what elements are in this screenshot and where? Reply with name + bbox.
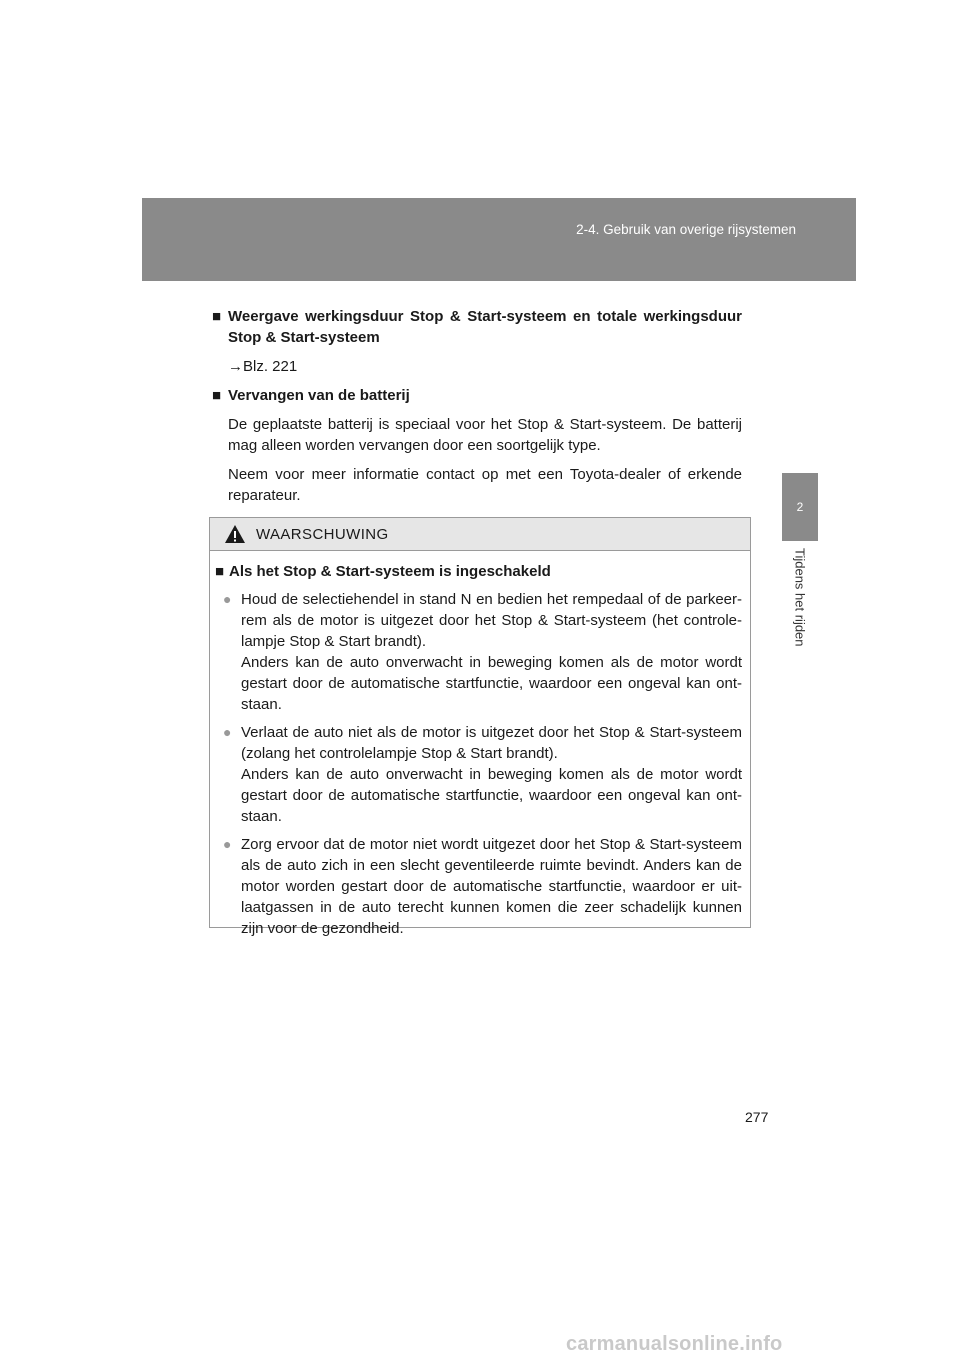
bullet-3-text: Zorg ervoor dat de motor niet wordt uitgezet door het Stop & Start-systeem als de auto zich in een slecht geventileerde ruimte bevindt. Anders kan de motor worden gestart door de automatische startfunctie, waardoor er uit-laatgassen in de auto terecht kunnen komen die zeer schadelijk kunnen zijn voor de gezondheid. — [241, 836, 742, 937]
warning-bullet-3 — [215, 834, 742, 939]
bullet-icon: ● — [223, 724, 232, 740]
main-content — [212, 306, 742, 506]
warning-bullet-1 — [215, 589, 742, 715]
chapter-number-tab[interactable]: 2 — [782, 473, 818, 541]
item2-heading-text: Vervangen van de batterij — [228, 387, 410, 404]
item2-paragraph-1: De geplaatste batterij is speciaal voor het Stop & Start-systeem. De batterij mag alleen worden vervangen door een soortgelijk type. — [228, 416, 742, 454]
warning-box — [209, 517, 751, 937]
warning-title: WAARSCHUWING — [256, 525, 389, 543]
warning-bullet-2 — [215, 722, 742, 827]
warning-heading — [215, 561, 742, 582]
bullet-1-consequence: Anders kan de auto onverwacht in beweging komen als de motor wordt gestart door de automatische startfunctie, waardoor een ongeval kan ont-staan. — [241, 654, 742, 713]
bullet-icon: ● — [223, 591, 232, 607]
warning-header — [210, 518, 750, 551]
item1-marker: ■ — [212, 308, 222, 325]
watermark: carmanualsonline.info — [566, 1333, 783, 1355]
bullet-2-text: Verlaat de auto niet als de motor is uitgezet door het Stop & Start-systeem (zolang het controlelampje Stop & Start brandt). — [241, 724, 742, 762]
item1-heading — [212, 306, 742, 348]
item1-heading-text: Weergave werkingsduur Stop & Start-systeem en totale werkingsduur Stop & Start-systeem — [228, 308, 742, 346]
warning-heading-text: Als het Stop & Start-systeem is ingeschakeld — [229, 563, 551, 580]
item2-heading — [212, 385, 742, 406]
bullet-icon: ● — [223, 836, 232, 852]
warning-triangle-icon — [224, 524, 246, 544]
item1-reference[interactable]: →Blz. 221 — [228, 358, 298, 375]
chapter-label — [782, 548, 818, 668]
section-title: 2-4. Gebruik van overige rijsystemen — [576, 222, 796, 237]
page-number: 277 — [745, 1109, 769, 1125]
bullet-1-text: Houd de selectiehendel in stand N en bedien het rempedaal of de parkeer-rem als de motor is uitgezet door het Stop & Start-systeem (het controle-lampje Stop & Start brandt). — [241, 591, 742, 650]
item2-marker: ■ — [212, 387, 222, 404]
warning-body — [210, 551, 750, 939]
item2-paragraph-2: Neem voor meer informatie contact op met een Toyota-dealer of erkende reparateur. — [228, 466, 742, 504]
warning-marker: ■ — [215, 563, 225, 580]
side-tab-top — [818, 198, 856, 281]
bullet-2-consequence: Anders kan de auto onverwacht in beweging komen als de motor wordt gestart door de automatische startfunctie, waardoor een ongeval kan ont-staan. — [241, 766, 742, 825]
chapter-label-text: Tijdens het rijden — [792, 548, 808, 647]
header-band — [142, 198, 818, 281]
